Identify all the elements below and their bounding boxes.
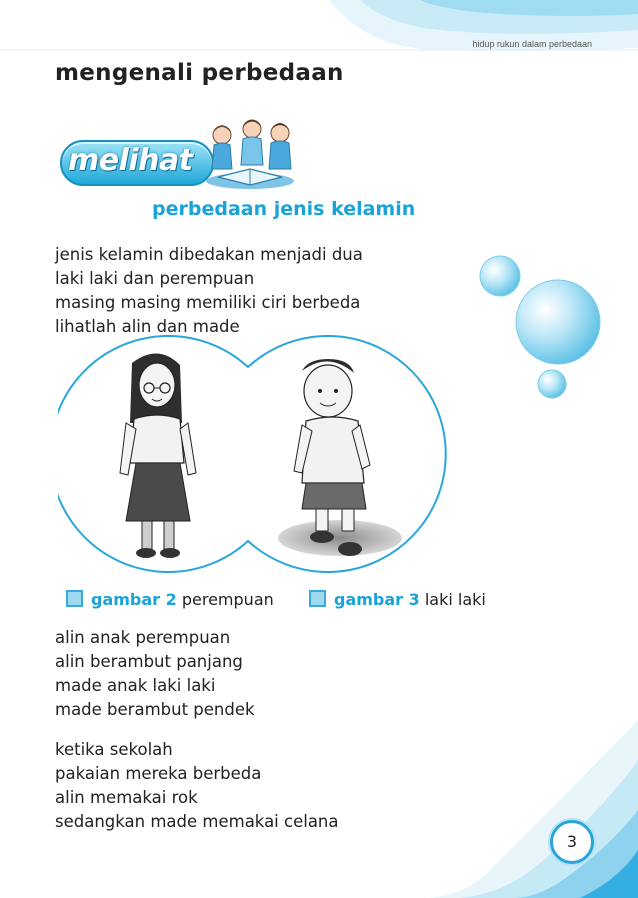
caption-figure-2 [66,590,274,609]
text-line: alin berambut panjang [55,652,243,671]
paragraph-2 [55,738,339,834]
text-line: laki laki dan perempuan [55,269,255,288]
children-reading-illustration [200,113,300,191]
section-subtitle: perbedaan jenis kelamin [152,198,416,220]
section-label: melihat [68,143,193,178]
text-line: sedangkan made memakai celana [55,812,339,831]
caption-marker-icon [309,590,326,607]
paragraph-1 [55,626,255,722]
text-line: alin anak perempuan [55,628,231,647]
caption-text: laki laki [424,590,486,609]
footer-wave-decoration [430,700,638,898]
text-line: pakaian mereka berbeda [55,764,262,783]
caption-marker-icon [66,590,83,607]
caption-text: perempuan [181,590,274,609]
section-badge [60,113,300,193]
intro-text [55,243,363,339]
text-line: lihatlah alin dan made [55,317,240,336]
header-wave-decoration [0,0,638,60]
page-title: mengenali perbedaan [55,60,344,86]
caption-number: gambar 3 [334,590,420,609]
text-line: masing masing memiliki ciri berbeda [55,293,361,312]
caption-number: gambar 2 [91,590,177,609]
caption-figure-3 [309,590,486,609]
running-head: hidup rukun dalam perbedaan [472,39,592,49]
figure-children [58,333,450,575]
decorative-bubbles [470,250,638,410]
text-line: alin memakai rok [55,788,198,807]
text-line: ketika sekolah [55,740,173,759]
text-line: made berambut pendek [55,700,255,719]
text-line: made anak laki laki [55,676,216,695]
text-line: jenis kelamin dibedakan menjadi dua [55,245,363,264]
page-number: 3 [550,820,594,864]
header-bar [0,0,638,60]
